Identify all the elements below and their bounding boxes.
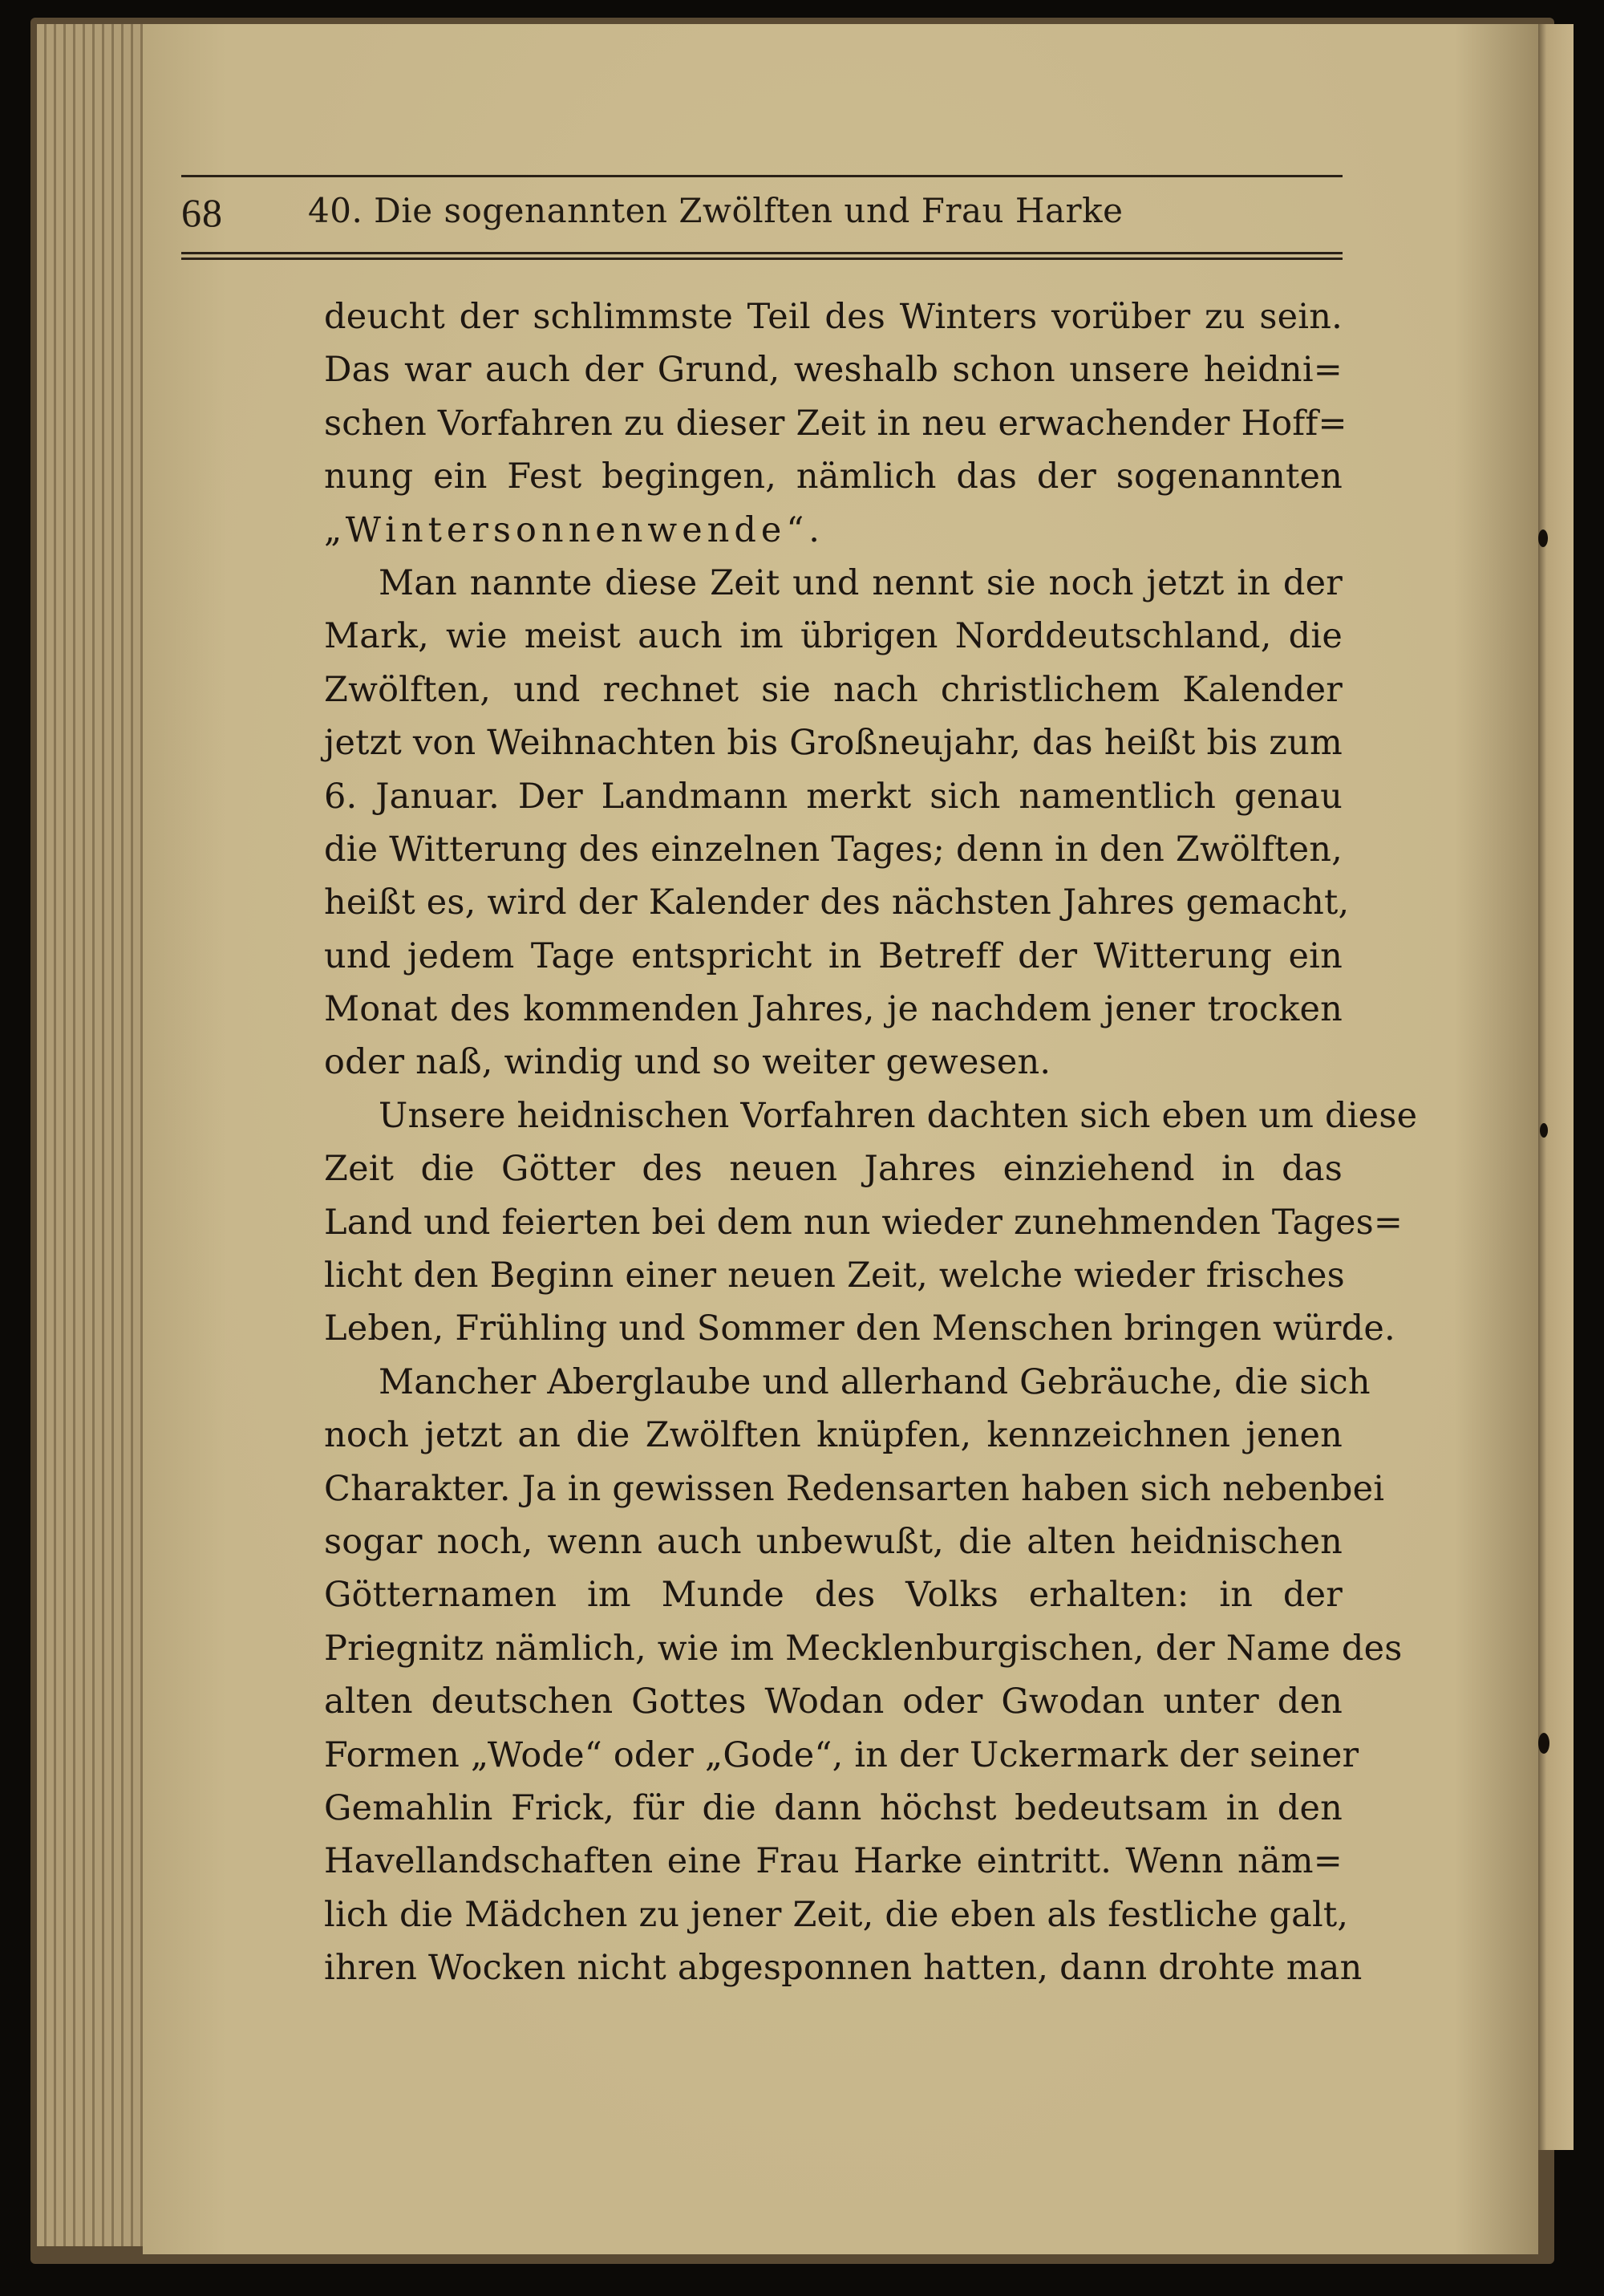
text-line: licht den Beginn einer neuen Zeit, welche wieder frisches bbox=[324, 1255, 1345, 1296]
text-line: Priegnitz nämlich, wie im Mecklenburgischen, der Name des bbox=[324, 1628, 1403, 1669]
text-line: Gemahlin Frick, für die dann höchst bedeutsam in den bbox=[324, 1787, 1343, 1828]
header-rule-bottom bbox=[181, 252, 1343, 260]
text-line: Götternamen im Munde des Volks erhalten: in der bbox=[324, 1575, 1343, 1616]
text-line: noch jetzt an die Zwölften knüpfen, kennzeichnen jenen bbox=[324, 1415, 1343, 1456]
text-line: nung ein Fest begingen, nämlich das der sogenannten bbox=[324, 456, 1343, 497]
text-line: Zeit die Götter des neuen Jahres einziehend in das bbox=[324, 1149, 1343, 1190]
body-text bbox=[324, 290, 1418, 1995]
text-line: Havellandschaften eine Frau Harke eintritt. Wenn näm= bbox=[324, 1841, 1343, 1882]
text-line: Formen „Wode“ oder „Gode“, in der Uckermark der seiner bbox=[324, 1734, 1359, 1775]
text-line: Mancher Aberglaube und allerhand Gebräuche, die sich bbox=[379, 1361, 1371, 1402]
text-line: deucht der schlimmste Teil des Winters vorüber zu sein. bbox=[324, 297, 1343, 337]
text-line: Man nannte diese Zeit und nennt sie noch jetzt in der bbox=[379, 562, 1343, 603]
page-edges bbox=[37, 24, 149, 2246]
text-line: Mark, wie meist auch im übrigen Norddeutschland, die bbox=[324, 616, 1343, 657]
text-line: und jedem Tage entspricht in Betreff der Witterung ein bbox=[324, 935, 1343, 976]
text-line: sogar noch, wenn auch unbewußt, die alten heidnischen bbox=[324, 1521, 1343, 1562]
page-number: 68 bbox=[181, 190, 223, 235]
text-line: heißt es, wird der Kalender des nächsten Jahres gemacht, bbox=[324, 882, 1350, 923]
text-line: Charakter. Ja in gewissen Redensarten haben sich nebenbei bbox=[324, 1468, 1385, 1509]
text-line: lich die Mädchen zu jener Zeit, die eben als festliche galt, bbox=[324, 1894, 1349, 1935]
text-line: schen Vorfahren zu dieser Zeit in neu erwachender Hoff= bbox=[324, 403, 1347, 444]
header-rule-top bbox=[181, 175, 1343, 177]
binding-mark bbox=[1538, 529, 1548, 547]
text-line: „Wintersonnenwende“. bbox=[324, 509, 824, 550]
text-line: Zwölften, und rechnet sie nach christlichem Kalender bbox=[324, 669, 1343, 710]
binding-mark bbox=[1540, 1123, 1548, 1138]
text-line: jetzt von Weihnachten bis Großneujahr, das heißt bis zum bbox=[324, 723, 1343, 764]
text-line: alten deutschen Gottes Wodan oder Gwodan unter den bbox=[324, 1681, 1343, 1722]
text-line: Monat des kommenden Jahres, je nachdem jener trocken bbox=[324, 989, 1343, 1030]
text-line: Unsere heidnischen Vorfahren dachten sich eben um diese bbox=[379, 1095, 1418, 1136]
text-line: die Witterung des einzelnen Tages; denn in den Zwölften, bbox=[324, 829, 1343, 870]
running-title: 40. Die sogenannten Zwölften und Frau Harke bbox=[308, 191, 1124, 230]
text-line: Leben, Frühling und Sommer den Menschen bringen würde. bbox=[324, 1308, 1395, 1349]
page-header bbox=[181, 183, 1343, 247]
text-line: oder naß, windig und so weiter gewesen. bbox=[324, 1042, 1051, 1083]
text-line: Land und feierten bei dem nun wieder zunehmenden Tages= bbox=[324, 1202, 1404, 1243]
text-line: Das war auch der Grund, weshalb schon unsere heidni= bbox=[324, 350, 1343, 391]
text-line: ihren Wocken nicht abgesponnen hatten, dann drohte man bbox=[324, 1948, 1363, 1989]
binding-mark bbox=[1538, 1733, 1549, 1754]
text-line: 6. Januar. Der Landmann merkt sich namentlich genau bbox=[324, 776, 1343, 817]
